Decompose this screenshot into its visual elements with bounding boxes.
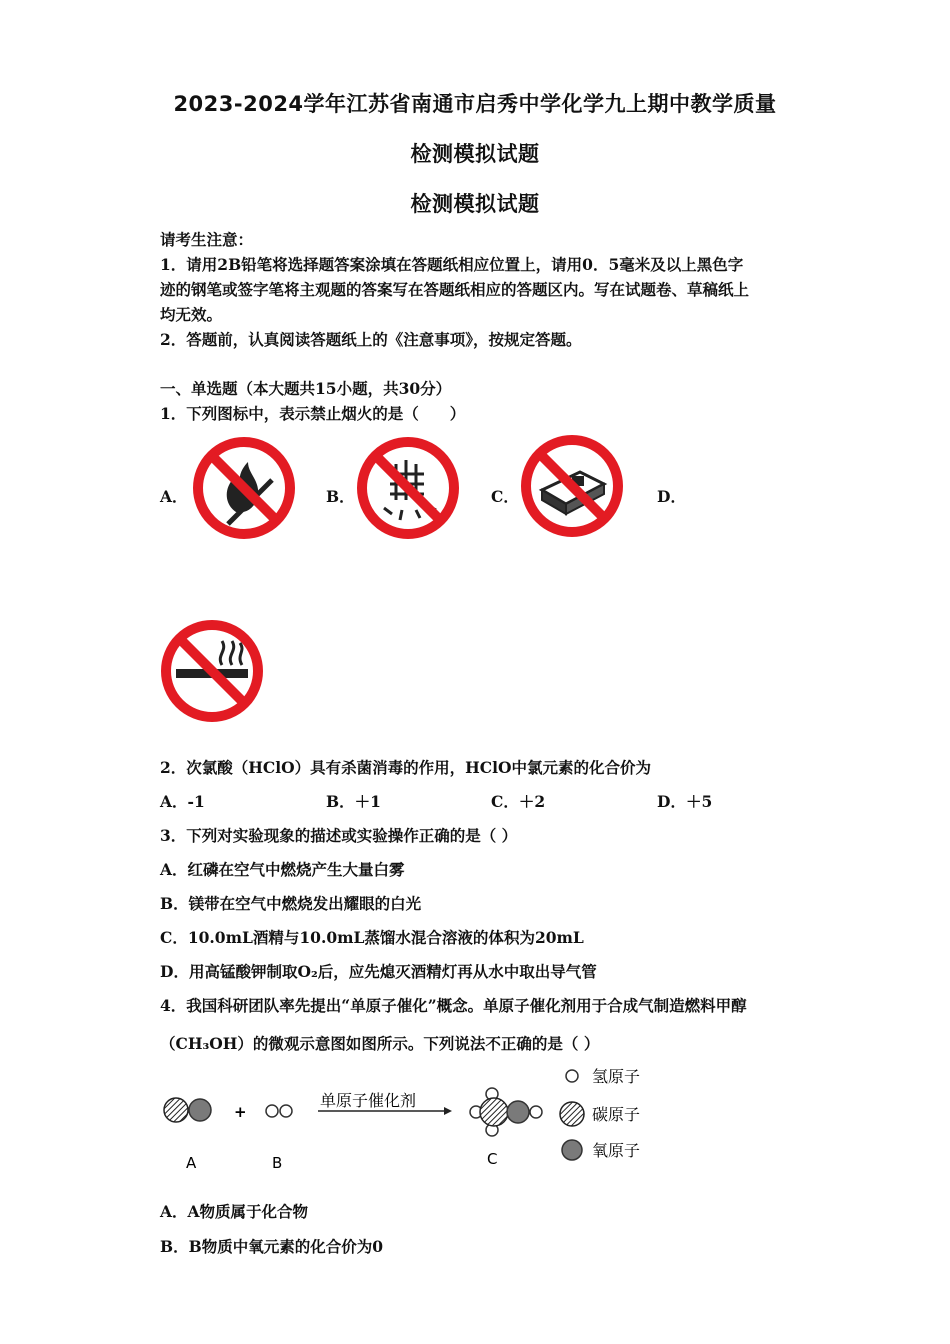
no-matches-icon [518,432,626,540]
notice-item-1-cont: 迹的钢笔或签字笔将主观题的答案写在答题纸相应的答题区内。写在试题卷、草稿纸上 [160,280,750,299]
no-fireworks-icon [354,434,462,542]
no-smoking-icon [158,617,266,725]
q4-option-b: B．B物质中氧元素的化合价为0 [160,1237,383,1256]
label-c: C [487,1150,498,1168]
page-subtitle-repeat: 检测模拟试题 [410,192,540,216]
q1-option-a-label: A． [160,487,188,506]
q2-option-a: A．-1 [160,792,205,811]
molecule-b-icon [266,1105,292,1117]
molecule-c-icon [470,1088,542,1136]
hydrogen-atom-icon [566,1070,578,1082]
page-subtitle: 检测模拟试题 [410,142,540,166]
q1-option-b-label: B． [326,487,355,506]
notice-heading: 请考生注意： [160,230,254,249]
q2-option-d: D．＋5 [657,792,713,811]
q2-option-b: B．＋1 [326,792,381,811]
notice-item-1: 1．请用2B铅笔将选择题答案涂填在答题纸相应位置上，请用0．5毫米及以上黑色字 [160,255,744,274]
legend-oxygen: 氧原子 [592,1141,641,1160]
page-title: 2023-2024学年江苏省南通市启秀中学化学九上期中教学质量 [173,92,777,116]
notice-item-1-end: 均无效。 [160,305,223,324]
question-3-stem: 3．下列对实验现象的描述或实验操作正确的是（ ） [160,826,518,845]
label-a: A [186,1154,197,1172]
q3-option-b: B．镁带在空气中燃烧发出耀眼的白光 [160,894,422,913]
q3-option-d: D．用高锰酸钾制取O₂后，应先熄灭酒精灯再从水中取出导气管 [160,962,597,981]
q3-option-a: A．红磷在空气中燃烧产生大量白雾 [160,860,405,879]
methanol-synthesis-diagram [150,1060,670,1180]
q3-option-c: C．10.0mL酒精与10.0mL蒸馏水混合溶液的体积为20mL [160,928,584,947]
label-b: B [272,1154,283,1172]
question-4-stem-cont: （CH₃OH）的微观示意图如图所示。下列说法不正确的是（ ） [160,1034,600,1053]
molecule-a-icon [164,1098,211,1122]
q4-option-a: A．A物质属于化合物 [160,1202,309,1221]
oxygen-atom-icon [562,1140,582,1160]
q1-option-c-label: C． [491,487,519,506]
q2-option-c: C．＋2 [491,792,546,811]
q1-option-d-label: D． [657,487,686,506]
question-1-stem: 1．下列图标中，表示禁止烟火的是（ ） [160,404,466,423]
no-open-flame-icon [190,434,298,542]
plus-sign: + [234,1103,247,1121]
question-2-stem: 2．次氯酸（HClO）具有杀菌消毒的作用，HClO中氯元素的化合价为 [160,758,652,777]
arrow-head-icon [444,1107,452,1115]
legend-hydrogen: 氢原子 [592,1067,641,1086]
notice-item-2: 2．答题前，认真阅读答题纸上的《注意事项》，按规定答题。 [160,330,582,349]
carbon-atom-icon [560,1102,584,1126]
legend-carbon: 碳原子 [592,1105,641,1124]
section-heading: 一、单选题（本大题共15小题，共30分） [160,379,452,398]
question-4-stem: 4．我国科研团队率先提出“单原子催化”概念。单原子催化剂用于合成气制造燃料甲醇 [160,996,747,1015]
catalyst-label: 单原子催化剂 [320,1091,417,1110]
